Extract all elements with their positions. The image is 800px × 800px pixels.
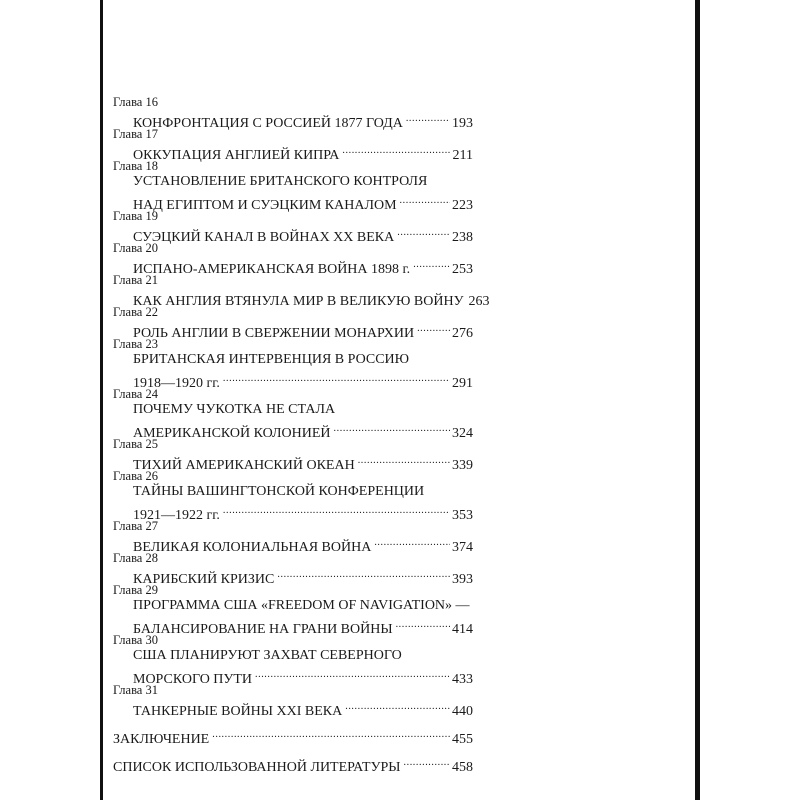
chapter-title: АМЕРИКАНСКОЙ КОЛОНИЕЙ xyxy=(133,426,331,441)
chapter-label: Глава 22 xyxy=(113,305,158,319)
chapter-label: Глава 28 xyxy=(113,551,158,565)
chapter-label: Глава 29 xyxy=(113,583,158,597)
chapter-label: Глава 19 xyxy=(113,209,158,223)
chapter-label: Глава 30 xyxy=(113,633,158,647)
page-number: 339 xyxy=(452,458,473,473)
page-number: 393 xyxy=(452,572,473,587)
page-number: 193 xyxy=(452,116,473,131)
toc-entry xyxy=(113,633,473,687)
chapter-title: БРИТАНСКАЯ ИНТЕРВЕНЦИЯ В РОССИЮ xyxy=(133,352,410,367)
chapter-title: РОЛЬ АНГЛИИ В СВЕРЖЕНИИ МОНАРХИИ xyxy=(133,326,415,341)
chapter-title: ПОЧЕМУ ЧУКОТКА НЕ СТАЛА xyxy=(133,402,336,417)
toc-line xyxy=(113,369,473,391)
toc-line xyxy=(113,501,473,523)
chapter-label: Глава 26 xyxy=(113,469,158,483)
section-title: ЗАКЛЮЧЕНИЕ xyxy=(113,732,210,747)
toc-line xyxy=(113,287,490,309)
toc-entry xyxy=(113,337,473,391)
chapter-title: КОНФРОНТАЦИЯ С РОССИЕЙ 1877 ГОДА xyxy=(133,116,403,131)
chapter-title: НАД ЕГИПТОМ И СУЭЦКИМ КАНАЛОМ xyxy=(133,198,397,213)
chapter-title: ИСПАНО-АМЕРИКАНСКАЯ ВОЙНА 1898 г. xyxy=(133,262,411,277)
toc-line xyxy=(113,401,473,419)
chapter-title: ВЕЛИКАЯ КОЛОНИАЛЬНАЯ ВОЙНА xyxy=(133,540,372,555)
toc-line xyxy=(113,191,473,213)
dot-leader xyxy=(223,501,450,519)
toc-entry xyxy=(113,387,473,441)
chapter-title: УСТАНОВЛЕНИЕ БРИТАНСКОГО КОНТРОЛЯ xyxy=(133,174,428,189)
toc-line xyxy=(113,647,473,665)
page-number: 324 xyxy=(452,426,473,441)
chapter-label: Глава 31 xyxy=(113,683,158,697)
dot-leader xyxy=(212,725,450,743)
chapter-title: КАК АНГЛИЯ ВТЯНУЛА МИР В ВЕЛИКУЮ ВОЙНУ xyxy=(133,294,464,309)
right-edge-bar xyxy=(695,0,700,800)
page-number: 291 xyxy=(452,376,473,391)
page-number: 414 xyxy=(452,622,473,637)
toc-line xyxy=(113,351,473,369)
page-number: 353 xyxy=(452,508,473,523)
toc-line xyxy=(113,697,473,719)
chapter-title: ПРОГРАММА США «FREEDOM OF NAVIGATION» — xyxy=(133,598,470,613)
dot-leader xyxy=(223,369,450,387)
dot-leader xyxy=(397,223,450,241)
dot-leader xyxy=(413,255,450,273)
toc-line xyxy=(113,615,473,637)
toc-line xyxy=(113,109,473,131)
page-number: 211 xyxy=(452,148,473,163)
chapter-title: КАРИБСКИЙ КРИЗИС xyxy=(133,572,275,587)
chapter-title: СУЭЦКИЙ КАНАЛ В ВОЙНАХ XX ВЕКА xyxy=(133,230,395,245)
chapter-label: Глава 17 xyxy=(113,127,158,141)
chapter-title: США ПЛАНИРУЮТ ЗАХВАТ СЕВЕРНОГО xyxy=(133,648,402,663)
toc-line-top-level xyxy=(113,725,473,747)
chapter-title: ОККУПАЦИЯ АНГЛИЕЙ КИПРА xyxy=(133,148,340,163)
page-number: 276 xyxy=(452,326,473,341)
page-number: 374 xyxy=(452,540,473,555)
toc-entry xyxy=(113,469,473,523)
chapter-label: Глава 27 xyxy=(113,519,158,533)
chapter-title: 1921—1922 гг. xyxy=(133,508,220,523)
toc-entry xyxy=(113,159,473,213)
dot-leader xyxy=(404,753,451,771)
toc-line xyxy=(113,597,473,615)
toc-line xyxy=(113,255,473,277)
chapter-label: Глава 24 xyxy=(113,387,158,401)
page-number: 433 xyxy=(452,672,473,687)
dot-leader xyxy=(396,615,450,633)
chapter-label: Глава 16 xyxy=(113,95,158,109)
dot-leader xyxy=(255,665,450,683)
chapter-label: Глава 25 xyxy=(113,437,158,451)
toc-line xyxy=(113,665,473,687)
toc-line-top-level xyxy=(113,753,473,775)
dot-leader xyxy=(342,141,450,159)
toc-line xyxy=(113,319,473,341)
toc-entry xyxy=(113,583,473,637)
dot-leader xyxy=(345,697,450,715)
toc-line xyxy=(113,565,473,587)
dot-leader xyxy=(400,191,450,209)
table-of-contents xyxy=(113,95,490,775)
page-number: 458 xyxy=(452,760,473,775)
dot-leader xyxy=(277,565,450,583)
section-title: СПИСОК ИСПОЛЬЗОВАННОЙ ЛИТЕРАТУРЫ xyxy=(113,760,401,775)
chapter-title: МОРСКОГО ПУТИ xyxy=(133,672,252,687)
toc-line xyxy=(113,173,473,191)
chapter-label: Глава 18 xyxy=(113,159,158,173)
toc-entry xyxy=(113,95,473,131)
toc-line xyxy=(113,451,473,473)
dot-leader xyxy=(358,451,450,469)
toc-line xyxy=(113,533,473,555)
page-number: 440 xyxy=(452,704,473,719)
page-number: 263 xyxy=(468,294,490,309)
dot-leader xyxy=(417,319,450,337)
page-number: 238 xyxy=(452,230,473,245)
page-number: 253 xyxy=(452,262,473,277)
page-number: 455 xyxy=(452,732,473,747)
toc-line xyxy=(113,483,473,501)
dot-leader xyxy=(406,109,450,127)
chapter-title: БАЛАНСИРОВАНИЕ НА ГРАНИ ВОЙНЫ xyxy=(133,622,393,637)
chapter-title: ТАЙНЫ ВАШИНГТОНСКОЙ КОНФЕРЕНЦИИ xyxy=(133,484,425,499)
dot-leader xyxy=(334,419,450,437)
page-number: 223 xyxy=(452,198,473,213)
chapter-label: Глава 21 xyxy=(113,273,158,287)
chapter-label: Глава 23 xyxy=(113,337,158,351)
chapter-title: 1918—1920 гг. xyxy=(133,376,220,391)
toc-line xyxy=(113,141,473,163)
chapter-title: ТАНКЕРНЫЕ ВОЙНЫ XXI ВЕКА xyxy=(133,704,343,719)
chapter-title: ТИХИЙ АМЕРИКАНСКИЙ ОКЕАН xyxy=(133,458,355,473)
dot-leader xyxy=(374,533,450,551)
toc-line xyxy=(113,223,473,245)
toc-line xyxy=(113,419,473,441)
chapter-label: Глава 20 xyxy=(113,241,158,255)
